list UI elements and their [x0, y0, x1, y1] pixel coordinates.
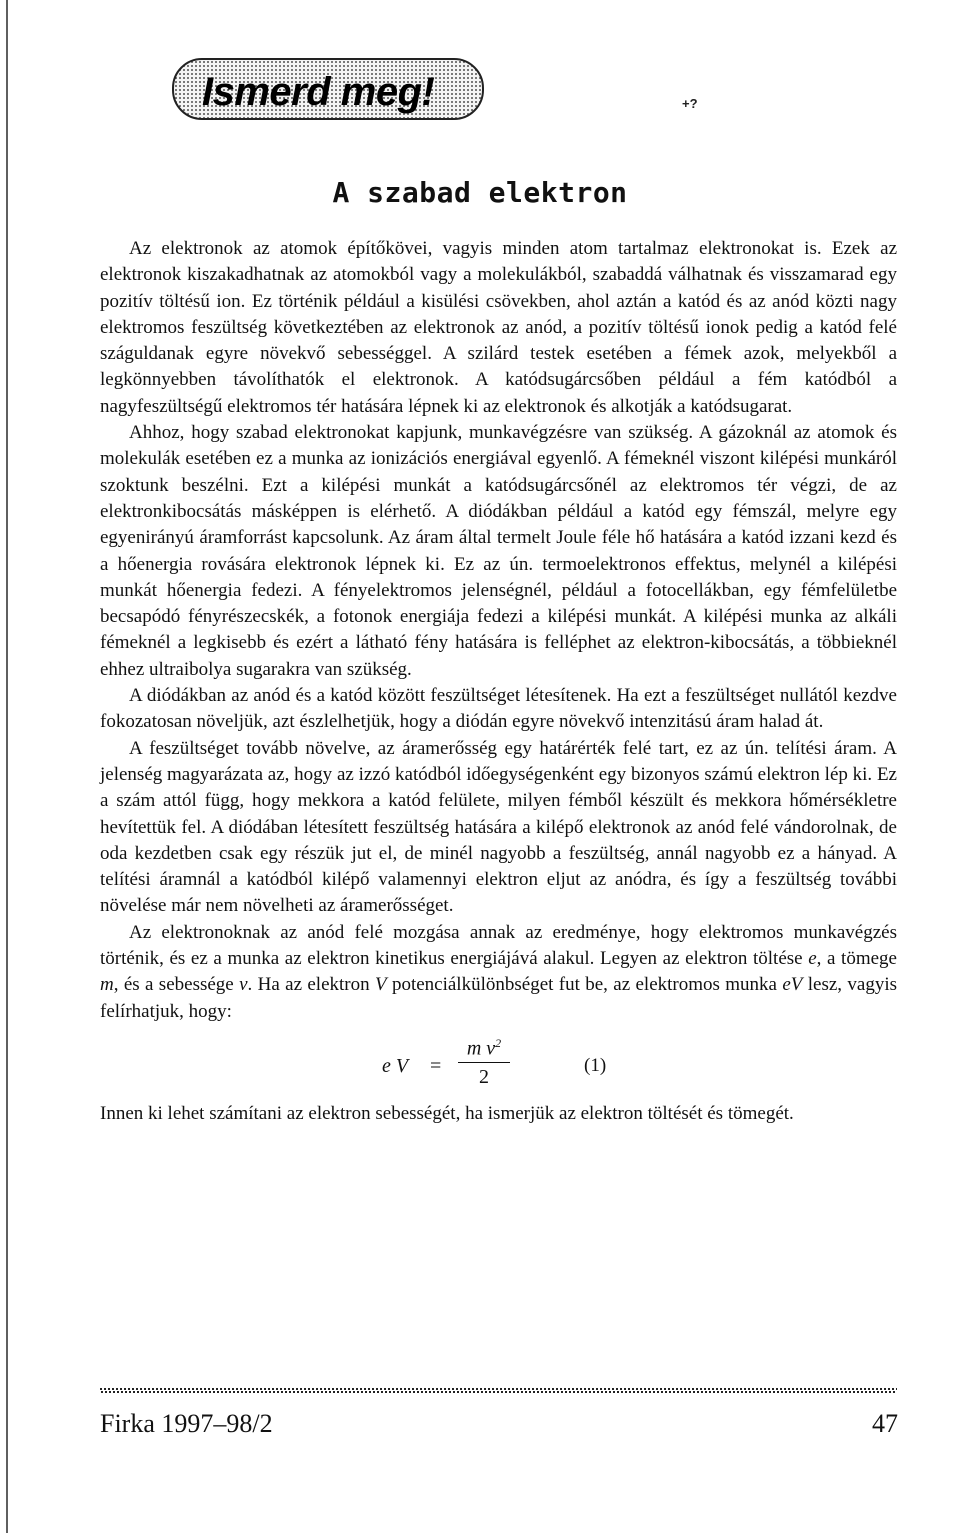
var-m: m	[100, 974, 114, 996]
equation-equals: =	[430, 1054, 442, 1077]
margin-scan-line	[6, 0, 8, 1533]
var-V: V	[374, 974, 387, 996]
footer-divider	[100, 1388, 897, 1393]
equation-denominator: 2	[479, 1065, 489, 1088]
equation-lhs: e V	[382, 1054, 409, 1077]
stray-mark: +?	[682, 96, 698, 111]
equation-number: (1)	[584, 1054, 607, 1076]
var-v: v	[239, 974, 248, 996]
equation-1	[100, 1025, 897, 1101]
paragraph-1: Az elektronok az atomok építőkövei, vagyis minden atom tartalmaz elektronokat is. Ezek az elektronok kiszakadhatnak az atomokból vagy a molekulákból, szabaddá válhatnak és visszamarad egy pozitív töltésű ion. Ez történik például a kisülési csövekben, ahol aztán a katód és az anód közti nagy elektromos feszültség következtében az elektronok az anód, a pozitív töltésű ionok pedig a katód felé száguldanak egyre növekvő sebességgel. A szilárd testek esetében a fémek azok, melyekből a legkönnyebben távolíthatók el elektronok. A katódsugárcsőben például a fém katódból a nagyfeszültségű elektromos tér hatására lépnek ki az elektronok és alkotják a katódsugarat.	[100, 238, 897, 417]
equation-numerator: m $v^2$	[466, 1035, 502, 1060]
section-banner-label: Ismerd meg!	[202, 70, 435, 114]
paragraph-4: A feszültséget tovább növelve, az áramerősség egy határérték felé tart, ez az ún. telítési áram. A jelenség magyarázata az, hogy az izzó katódból időegységenként egy bizonyos számú elektron lép ki. Ez a szám attól függ, hogy mekkora a katód felülete, milyen fémből készült és mekkora hőmérsékletre hevítettük fel. A diódában létesített feszültség hatására a kilépő elektronok az anód felé vándorolnak, de oda kezdetben csak egy részük jut el, de minél nagyobb a feszültség, annál nagyobb ez a hányad. A telítési áramnál a katódból kilépő valamennyi elektron eljut az anódra, és így a feszültség további növelése már nem növelheti az áramerősséget.	[100, 737, 897, 917]
paragraph-3: A diódákban az anód és a katód között feszültséget létesítenek. Ha ezt a feszültséget nullától kezdve fokozatosan növeljük, azt észlelhetjük, hogy a diódán egyre növekvő intenzitású áram halad át.	[100, 685, 897, 733]
page-number: 47	[872, 1409, 898, 1438]
closing-paragraph: Innen ki lehet számítani az elektron sebességét, ha ismerjük az elektron töltését és tömegét.	[100, 1102, 794, 1124]
equation-exponent: 2	[495, 1035, 502, 1050]
article-title: A szabad elektron	[332, 176, 628, 209]
fraction-bar	[458, 1062, 510, 1063]
var-eV: eV	[782, 974, 803, 996]
paragraph-5: Az elektronoknak az anód felé mozgása annak az eredménye, hogy elektromos munkavégzés történik, és ez a munka az elektron kinetikus energiájává alakul. Legyen az elektron töltése e, a tömege m, és a sebessége v. Ha az elektron V potenciálkülönbséget fut be, az elektromos munka eV lesz, vagyis felírhatjuk, hogy:	[100, 921, 897, 1022]
equation-fraction	[458, 1031, 510, 1089]
article-body	[100, 236, 897, 1127]
paragraph-2: Ahhoz, hogy szabad elektronokat kapjunk, munkavégzésre van szükség. A gázoknál az atomok és molekulák esetében ez a munka az ionizációs energiával egyenlő. A fémeknél viszont kilépési munkáról szoktunk beszélni. Ezt a kilépési munkát a katódsugárcsőnél az elektromos tér végzi, de az elektronkibocsátás másképpen is elérhető. A diódákban például a katód egy fémszál, melyre egy egyenirányú áramforrást kapcsolunk. Az áram által termelt Joule féle hő hatására a katód izzani kezd és a hőenergia rovására elektronok lépnek ki. Ez az ún. termoelektronos effektus, melynél a kilépési munkát hőenergia fedezi. A fényelektromos jelenségnél, például a fotocellákban, egy fémfelületbe becsapódó fényrészecskék, a fotonok energiája fedezi a kilépési munkát. A kilépési munka az alkáli fémeknél a legkisebb és ezért a látható fény hatására is felléphet az elektron-kibocsátás, a többieknél ehhez ultraibolya sugarakra van szükség.	[100, 422, 897, 680]
journal-issue: Firka 1997–98/2	[100, 1409, 273, 1438]
var-e: e	[808, 948, 817, 970]
